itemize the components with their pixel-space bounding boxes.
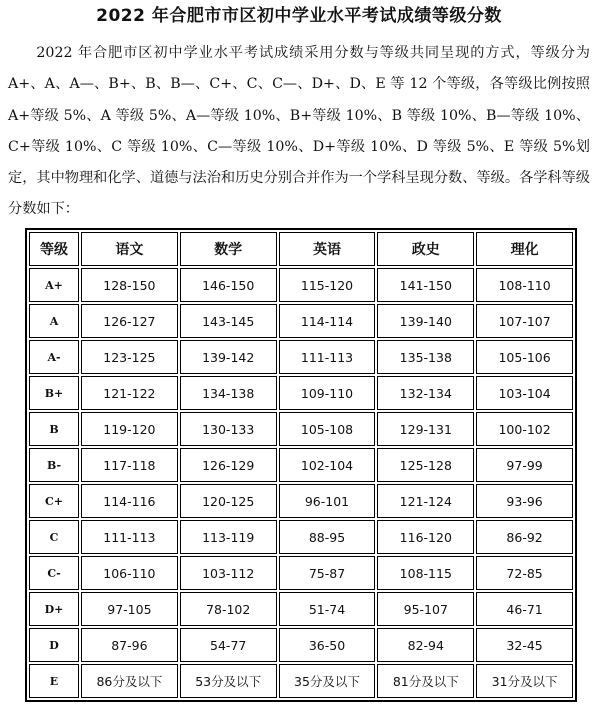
- table-row: [29, 664, 573, 698]
- cell-english: 105-108: [279, 412, 376, 446]
- cell-level: E: [29, 664, 79, 698]
- table-row: [29, 376, 573, 410]
- table-row: [29, 304, 573, 338]
- grade-score-table: [25, 228, 577, 702]
- cell-english: 109-110: [279, 376, 376, 410]
- intro-paragraph: 2022 年合肥市区初中学业水平考试成绩采用分数与等级共同呈现的方式，等级分为 A+、A、A—、B+、B、B—、C+、C、C—、D+、D、E 等 12 个等级，各等级比例按照 A+等级 5%、A 等级 5%、A—等级 10%、B+等级 10%、B 等级 10%、B—等级 10%、C+等级 10%、C 等级 10%、C—等级 10%、D+等级 10%、D 等级 5%、E 等级 5%划定，其中物理和化学、道德与法治和历史分别合并作为一个学科呈现分数、等级。各学科等级分数如下：: [8, 45, 590, 218]
- cell-politics-history: 132-134: [377, 376, 474, 410]
- cell-physics-chemistry: 103-104: [476, 376, 573, 410]
- table-row: [29, 448, 573, 482]
- table-row: [29, 268, 573, 302]
- cell-level: A: [29, 304, 79, 338]
- cell-chinese: 86分及以下: [81, 664, 178, 698]
- cell-english: 36-50: [279, 628, 376, 662]
- cell-math: 134-138: [180, 376, 277, 410]
- cell-math: 146-150: [180, 268, 277, 302]
- cell-politics-history: 81分及以下: [377, 664, 474, 698]
- table-row: [29, 520, 573, 554]
- header-english: 英语: [279, 232, 376, 266]
- cell-physics-chemistry: 86-92: [476, 520, 573, 554]
- cell-chinese: 87-96: [81, 628, 178, 662]
- cell-politics-history: 116-120: [377, 520, 474, 554]
- cell-math: 53分及以下: [180, 664, 277, 698]
- cell-level: C-: [29, 556, 79, 590]
- header-politics-history: 政史: [377, 232, 474, 266]
- cell-physics-chemistry: 105-106: [476, 340, 573, 374]
- cell-math: 78-102: [180, 592, 277, 626]
- cell-politics-history: 121-124: [377, 484, 474, 518]
- cell-physics-chemistry: 32-45: [476, 628, 573, 662]
- header-level: 等级: [29, 232, 79, 266]
- table-row: [29, 340, 573, 374]
- cell-physics-chemistry: 100-102: [476, 412, 573, 446]
- cell-level: A+: [29, 268, 79, 302]
- cell-physics-chemistry: 31分及以下: [476, 664, 573, 698]
- cell-politics-history: 108-115: [377, 556, 474, 590]
- table-body: [29, 268, 573, 698]
- cell-math: 130-133: [180, 412, 277, 446]
- cell-level: C+: [29, 484, 79, 518]
- cell-math: 54-77: [180, 628, 277, 662]
- table-row: [29, 556, 573, 590]
- cell-level: B: [29, 412, 79, 446]
- cell-level: D: [29, 628, 79, 662]
- table-row: [29, 412, 573, 446]
- header-row: [29, 232, 573, 266]
- header-chinese: 语文: [81, 232, 178, 266]
- cell-physics-chemistry: 46-71: [476, 592, 573, 626]
- cell-level: A-: [29, 340, 79, 374]
- cell-level: B+: [29, 376, 79, 410]
- cell-politics-history: 95-107: [377, 592, 474, 626]
- cell-english: 114-114: [279, 304, 376, 338]
- cell-math: 126-129: [180, 448, 277, 482]
- cell-english: 115-120: [279, 268, 376, 302]
- cell-chinese: 117-118: [81, 448, 178, 482]
- cell-chinese: 121-122: [81, 376, 178, 410]
- cell-math: 113-119: [180, 520, 277, 554]
- cell-chinese: 114-116: [81, 484, 178, 518]
- cell-math: 103-112: [180, 556, 277, 590]
- cell-physics-chemistry: 72-85: [476, 556, 573, 590]
- cell-english: 96-101: [279, 484, 376, 518]
- cell-chinese: 128-150: [81, 268, 178, 302]
- table-row: [29, 484, 573, 518]
- cell-physics-chemistry: 108-110: [476, 268, 573, 302]
- cell-level: C: [29, 520, 79, 554]
- cell-politics-history: 141-150: [377, 268, 474, 302]
- cell-politics-history: 82-94: [377, 628, 474, 662]
- cell-physics-chemistry: 93-96: [476, 484, 573, 518]
- cell-chinese: 126-127: [81, 304, 178, 338]
- header-math: 数学: [180, 232, 277, 266]
- cell-chinese: 97-105: [81, 592, 178, 626]
- cell-politics-history: 135-138: [377, 340, 474, 374]
- cell-english: 111-113: [279, 340, 376, 374]
- page-title: 2022 年合肥市市区初中学业水平考试成绩等级分数: [96, 6, 502, 26]
- cell-english: 88-95: [279, 520, 376, 554]
- table-row: [29, 592, 573, 626]
- cell-politics-history: 139-140: [377, 304, 474, 338]
- table-row: [29, 628, 573, 662]
- cell-level: D+: [29, 592, 79, 626]
- table-header: [29, 232, 573, 266]
- cell-math: 120-125: [180, 484, 277, 518]
- header-physics-chemistry: 理化: [476, 232, 573, 266]
- cell-english: 75-87: [279, 556, 376, 590]
- cell-chinese: 106-110: [81, 556, 178, 590]
- cell-politics-history: 129-131: [377, 412, 474, 446]
- cell-chinese: 123-125: [81, 340, 178, 374]
- cell-math: 143-145: [180, 304, 277, 338]
- cell-english: 102-104: [279, 448, 376, 482]
- cell-chinese: 119-120: [81, 412, 178, 446]
- cell-level: B-: [29, 448, 79, 482]
- cell-politics-history: 125-128: [377, 448, 474, 482]
- cell-english: 51-74: [279, 592, 376, 626]
- cell-chinese: 111-113: [81, 520, 178, 554]
- cell-physics-chemistry: 97-99: [476, 448, 573, 482]
- cell-english: 35分及以下: [279, 664, 376, 698]
- cell-physics-chemistry: 107-107: [476, 304, 573, 338]
- cell-math: 139-142: [180, 340, 277, 374]
